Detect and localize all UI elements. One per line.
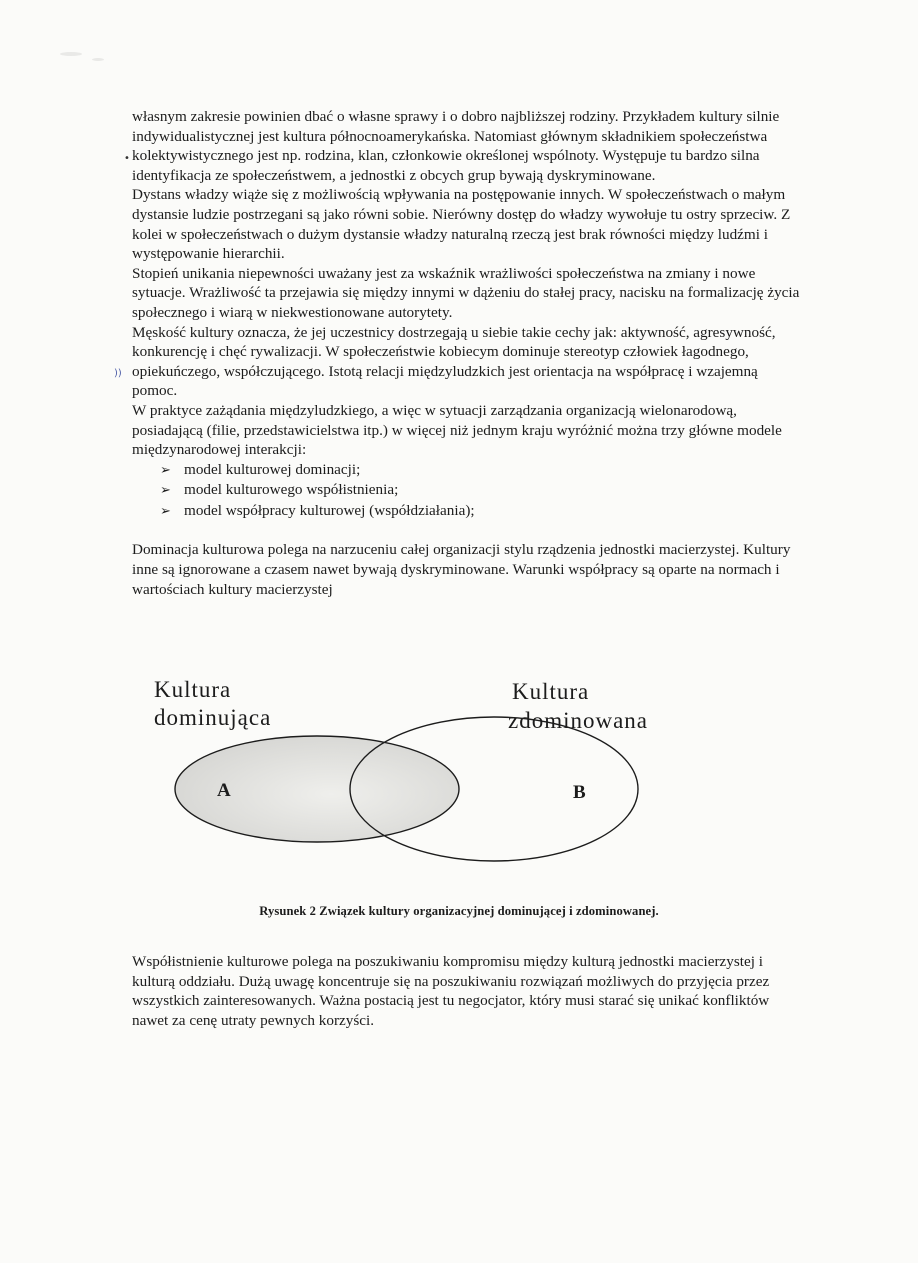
arrow-bullet-icon: ➢ xyxy=(160,503,171,519)
list-item xyxy=(160,501,800,522)
scan-smudge xyxy=(92,58,104,61)
scan-smudge xyxy=(60,52,82,56)
paragraph-coexistence: Współistnienie kulturowe polega na poszukiwaniu kompromisu między kulturą jednostki macierzystej i kulturą oddziału. Dużą uwagę koncentruje się na poszukiwaniu rozwiązań możliwych do przyjęcia przez wszystkich zainteresowanych. Ważna postacią jest tu negocjator, który musi starać się unikać konfliktów nawet za cenę utraty pewnych korzyści. xyxy=(132,953,770,1029)
body-text-continued xyxy=(132,952,800,1030)
left-title-line1: Kultura xyxy=(154,677,232,702)
paragraph-collectivism: własnym zakresie powinien dbać o własne sprawy i o dobro najbliższej rodziny. Przykładem kultury silnie indywidualistycznej jest kultura północnoamerykańska. Natomiast głównym składnikiem społeczeństwa kolektywistycznego jest np. rodzina, klan, członkowie określonej wspólnoty. Występuje tu bardzo silna identyfikacja ze społeczeństwem, a jednostki z obcych grup bywają dyskryminowane. xyxy=(132,108,780,184)
pen-mark: )) xyxy=(114,368,122,379)
right-title-line1: Kultura xyxy=(512,679,590,704)
venn-diagram xyxy=(150,672,670,872)
left-title-line2: dominująca xyxy=(154,705,272,730)
figure-caption: Rysunek 2 Związek kultury organizacyjnej dominującej i zdominowanej. xyxy=(259,904,659,918)
arrow-bullet-icon: ➢ xyxy=(160,462,171,478)
paragraph-domination: Dominacja kulturowa polega na narzuceniu całej organizacji stylu rządzenia jednostki macierzystej. Kultury inne są ignorowane a czasem nawet bywają dyskryminowane. Warunki współpracy są oparte na normach i wartościach kultury macierzystej xyxy=(132,541,791,598)
pen-mark: • xyxy=(124,153,130,164)
model-list xyxy=(132,460,800,522)
right-title-line2: zdominowana xyxy=(508,708,649,733)
list-item-text: model kulturowego współistnienia; xyxy=(184,481,399,499)
paragraph-power-distance: Dystans władzy wiąże się z możliwością wpływania na postępowanie innych. W społeczeństwach o małym dystansie ludzie postrzegani są jako równi sobie. Nierówny dostęp do władzy wywołuje tu ostry sprzeciw. Z kolei w społeczeństwach o dużym dystansie władzy naturalną rzeczą jest brak równości między ludźmi i występowanie hierarchii. xyxy=(132,186,791,263)
list-item-text: model współpracy kulturowej (współdziałania); xyxy=(184,501,475,519)
label-b: B xyxy=(573,782,586,803)
body-text xyxy=(132,107,800,599)
paragraph-masculinity: Męskość kultury oznacza, że jej uczestnicy dostrzegają u siebie takie cechy jak: aktywność, agresywność, konkurencję i chęć rywalizacji. W społeczeństwie kobiecym dominuje stereotyp człowiek łagodnego, opiekuńczego, współczującego. Istotą relacji międzyludzkich jest orientacja na współpracę i wzajemną pomoc. xyxy=(132,323,776,400)
label-a: A xyxy=(217,780,231,801)
arrow-bullet-icon: ➢ xyxy=(160,483,171,499)
paragraph-practice: W praktyce zażądania międzyludzkiego, a więc w sytuacji zarządzania organizacją wielonarodową, posiadającą (filie, przedstawicielstwa itp.) w więcej niż jednym kraju wyróżnić można trzy główne modele międzynarodowej interakcji: xyxy=(132,401,782,459)
venn-svg xyxy=(150,672,670,872)
paragraph-uncertainty: Stopień unikania niepewności uważany jest za wskaźnik wrażliwości społeczeństwa na zmiany i nowe sytuacje. Wrażliwość ta przejawia się między innymi w dążeniu do stałej pracy, nacisku na formalizację życia społecznego i wiarą w niekwestionowane autorytety. xyxy=(132,264,800,321)
list-item-text: model kulturowej dominacji; xyxy=(184,460,361,478)
list-item xyxy=(160,480,800,501)
list-item xyxy=(160,460,800,481)
